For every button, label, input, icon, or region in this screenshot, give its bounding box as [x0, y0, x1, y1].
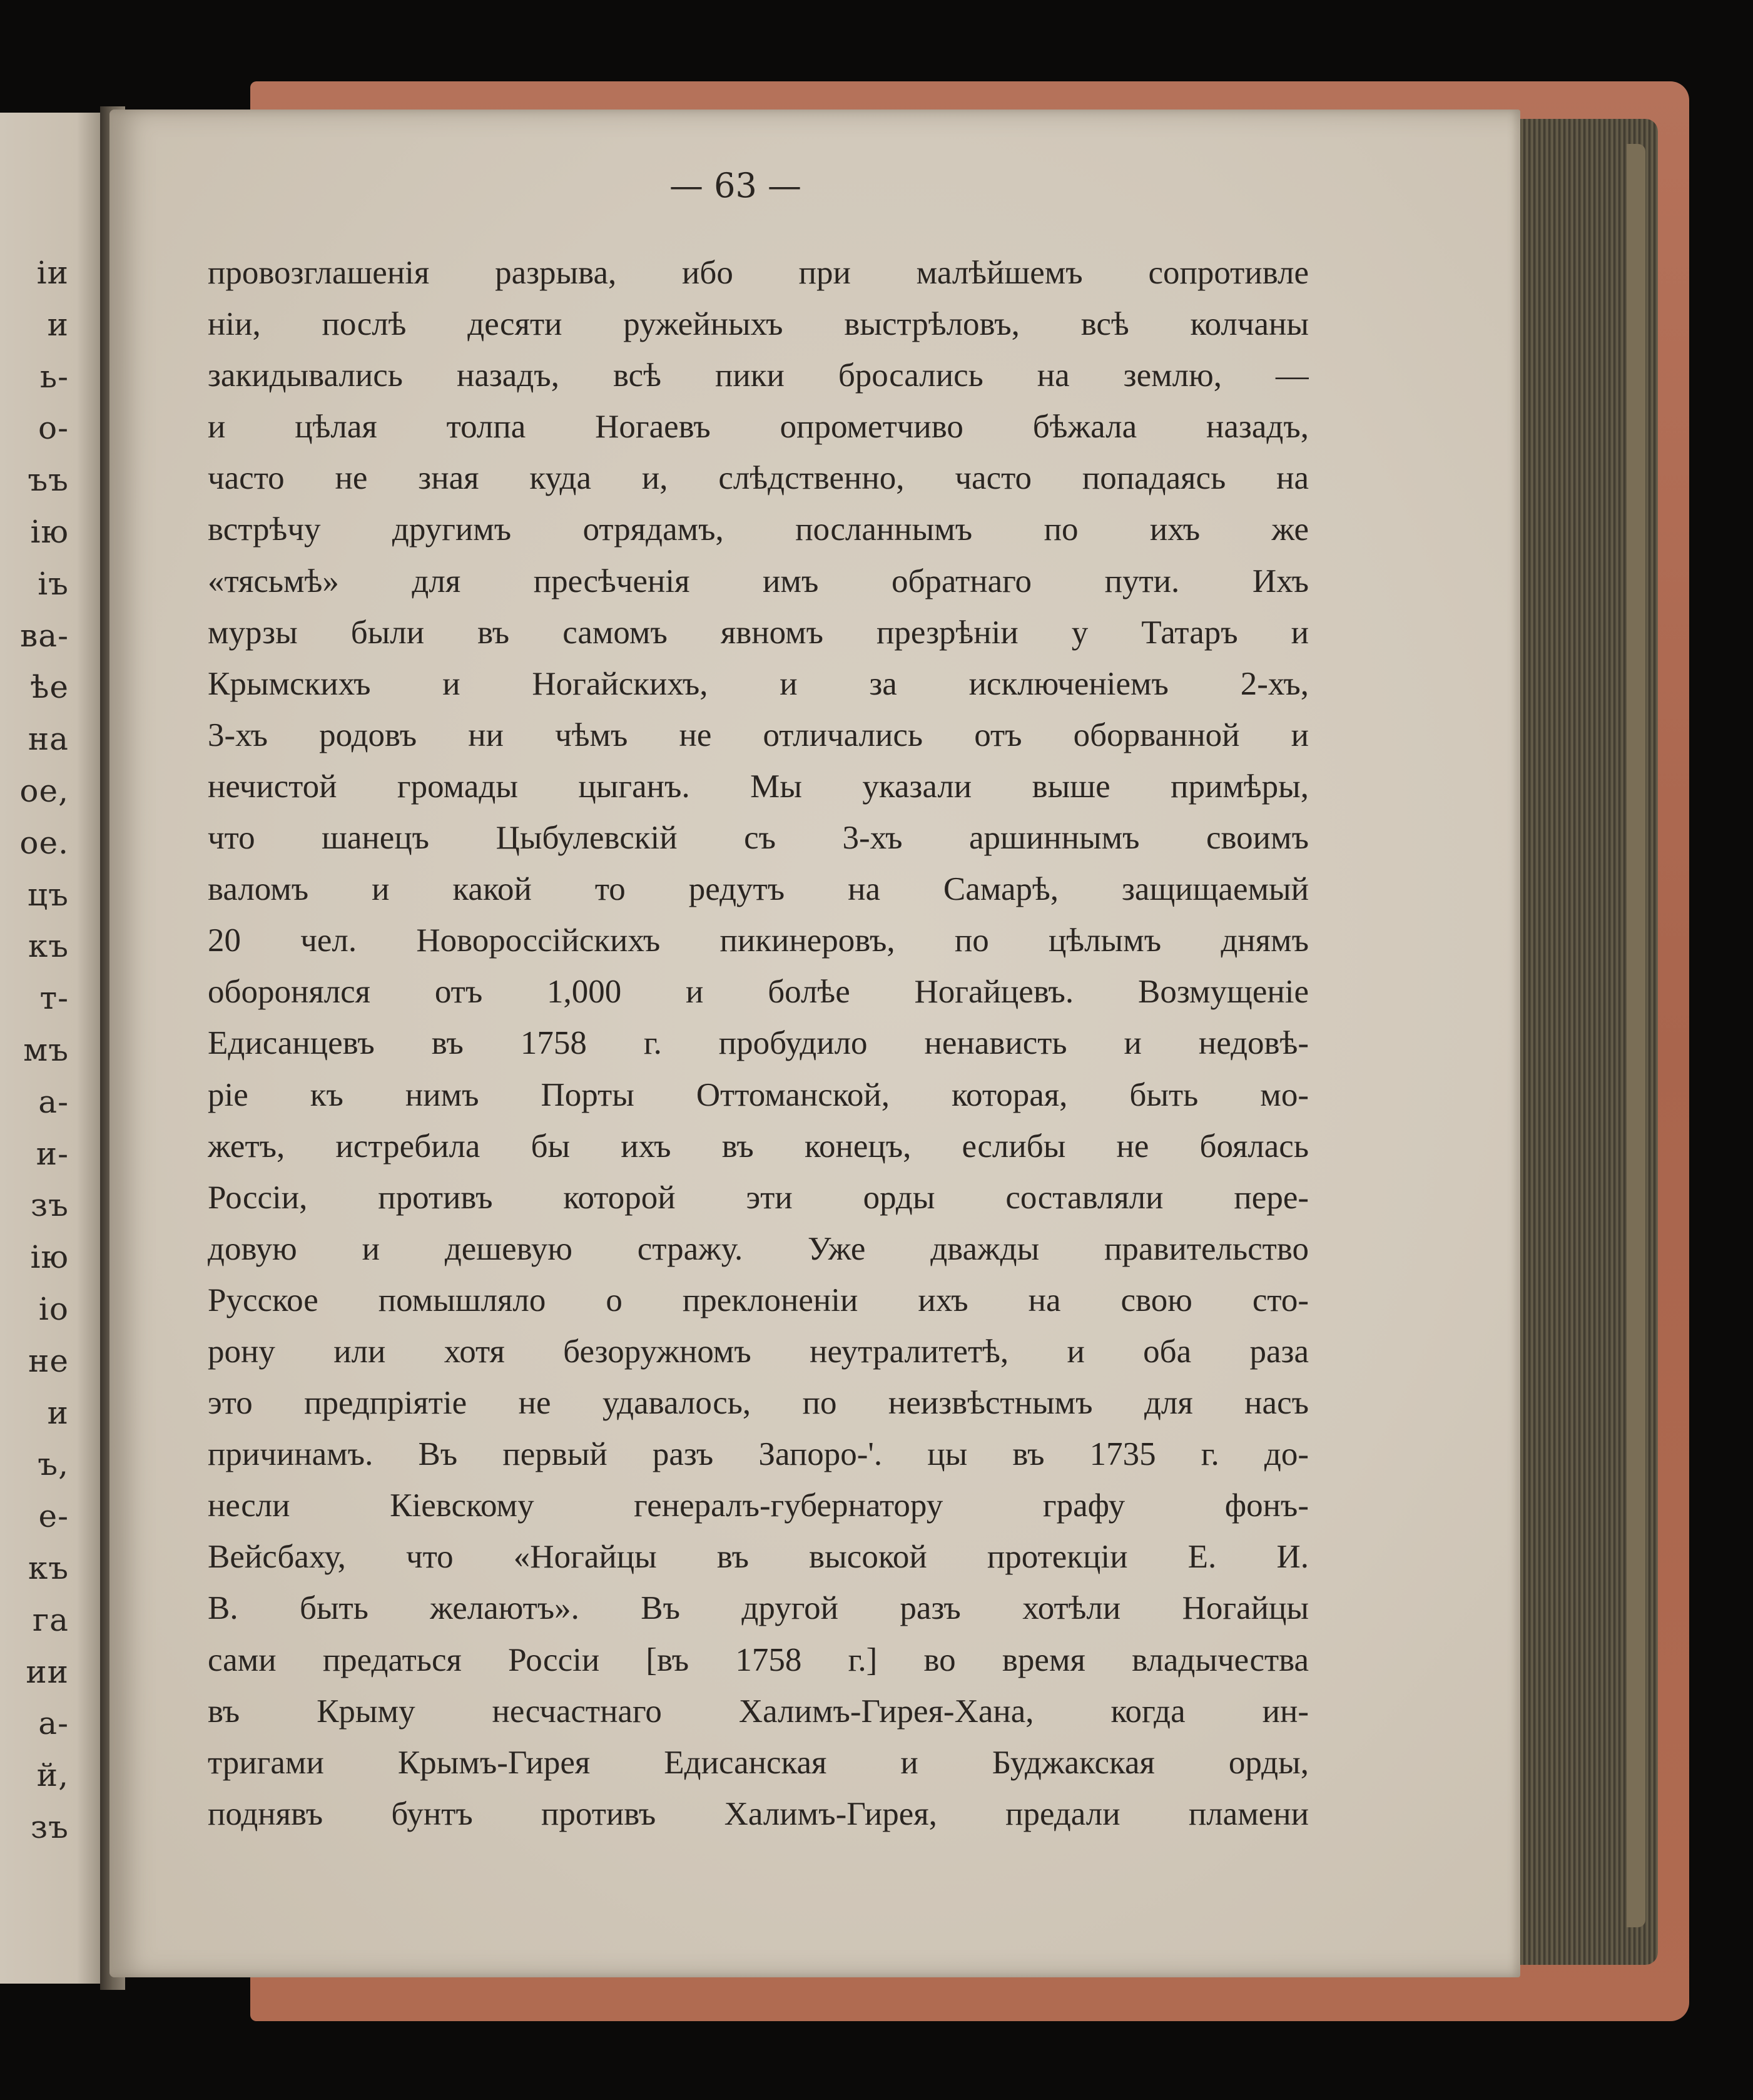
left-page-fragment: а- [38, 1083, 69, 1120]
text-line: несли Кіевскому генералъ-губернатору графу фонъ- [208, 1487, 1309, 1524]
left-page-fragment: мъ [23, 1031, 69, 1068]
page-block-highlight [1627, 144, 1645, 1927]
left-page-fragment: ь- [39, 358, 69, 395]
text-line: въ Крыму несчастнаго Халимъ-Гирея-Хана, когда ин- [208, 1693, 1309, 1730]
left-page-fragment: га [32, 1601, 69, 1638]
text-line: Едисанцевъ въ 1758 г. пробудило ненависть и недовѣ- [208, 1025, 1309, 1062]
left-page-fragment: о- [38, 410, 69, 447]
text-line: причинамъ. Въ первый разъ Запоро-'. цы въ 1735 г. до- [208, 1436, 1309, 1473]
left-page-fragment: къ [28, 928, 69, 965]
text-line: сами предаться Россіи [въ 1758 г.] во время владычества [208, 1641, 1309, 1678]
text-line: довую и дешевую стражу. Уже дважды правительство [208, 1230, 1309, 1267]
left-page-text-fragments [0, 247, 69, 1853]
text-line: Вейсбаху, что «Ногайцы въ высокой протекціи Е. И. [208, 1539, 1309, 1576]
text-line: поднявъ бунтъ противъ Халимъ-Гирея, предали пламени [208, 1795, 1309, 1832]
text-line: «тясьмѣ» для пресѣченія имъ обратнаго пути. Ихъ [208, 563, 1309, 599]
left-page-fragment: къ [28, 1549, 69, 1586]
left-page-fragment: іо [38, 1290, 69, 1327]
left-page-fragment: зъ [30, 1808, 69, 1845]
left-page-fragment: зъ [30, 1187, 69, 1224]
text-line: жетъ, истребила бы ихъ въ конецъ, еслибы не боялась [208, 1128, 1309, 1165]
text-line: встрѣчу другимъ отрядамъ, посланнымъ по ихъ же [208, 511, 1309, 548]
left-page-fragment: ъъ [28, 462, 69, 499]
left-page-fragment: ии [26, 1653, 69, 1690]
left-page-fragment: ію [30, 513, 69, 550]
left-page-fragment: а- [38, 1705, 69, 1742]
text-line: оборонялся отъ 1,000 и болѣе Ногайцевъ. Возмущеніе [208, 974, 1309, 1011]
text-line: тригами Крымъ-Гирея Едисанская и Буджакская орды, [208, 1744, 1309, 1781]
text-line: Крымскихъ и Ногайскихъ, и за исключеніемъ 2-хъ, [208, 665, 1309, 702]
text-line: что шанецъ Цыбулевскій съ 3-хъ аршиннымъ своимъ [208, 820, 1309, 857]
text-line: это предпріятіе не удавалось, по неизвѣстнымъ для насъ [208, 1385, 1309, 1422]
left-page-fragment: на [28, 721, 69, 758]
text-line: закидывались назадъ, всѣ пики бросались на землю, — [208, 357, 1309, 394]
left-page-fragment: ію [30, 1239, 69, 1276]
left-page-fragment: и [47, 1394, 69, 1431]
text-line: Русское помышляло о преклоненіи ихъ на свою сто- [208, 1282, 1309, 1318]
left-page-fragment: іи [36, 255, 69, 291]
text-line: 20 чел. Новороссійскихъ пикинеровъ, по цѣлымъ днямъ [208, 922, 1309, 959]
text-line: нечистой громады цыганъ. Мы указали выше примѣры, [208, 768, 1309, 805]
text-line: Россіи, противъ которой эти орды составляли пере- [208, 1179, 1309, 1216]
left-page-fragment: т- [39, 980, 69, 1017]
text-line: провозглашенія разрыва, ибо при малѣйшемъ сопротивле [208, 255, 1309, 291]
left-page-fragment: цъ [28, 876, 69, 913]
left-page-fragment: ое, [19, 772, 69, 809]
left-page-fragment: и [47, 306, 69, 343]
left-page-fragment: е- [38, 1498, 69, 1535]
text-line: ріе къ нимъ Порты Оттоманской, которая, быть мо- [208, 1076, 1309, 1113]
text-line: В. быть желаютъ». Въ другой разъ хотѣли Ногайцы [208, 1590, 1309, 1627]
left-page-fragment: й, [36, 1757, 69, 1794]
text-line: часто не зная куда и, слѣдственно, часто попадаясь на [208, 460, 1309, 497]
text-line: мурзы были въ самомъ явномъ презрѣніи у Татаръ и [208, 614, 1309, 651]
page-number: — 63 — [669, 166, 802, 205]
left-page-fragment: ва- [20, 617, 69, 654]
left-page-fragment: ѣе [30, 669, 69, 706]
left-page-fragment: ое. [19, 824, 69, 861]
body-text [208, 247, 1309, 1840]
left-page-fragment: не [28, 1342, 69, 1379]
left-page-fragment: и- [36, 1135, 69, 1172]
text-line: 3-хъ родовъ ни чѣмъ не отличались отъ оборванной и [208, 716, 1309, 753]
left-page-fragment: іъ [38, 565, 69, 602]
text-line: ніи, послѣ десяти ружейныхъ выстрѣловъ, всѣ колчаны [208, 306, 1309, 343]
text-line: рону или хотя безоружномъ неутралитетѣ, и оба раза [208, 1333, 1309, 1370]
text-line: и цѣлая толпа Ногаевъ опрометчиво бѣжала назадъ, [208, 409, 1309, 446]
left-page-fragment: ъ, [38, 1446, 69, 1483]
text-line: валомъ и какой то редутъ на Самарѣ, защищаемый [208, 871, 1309, 908]
